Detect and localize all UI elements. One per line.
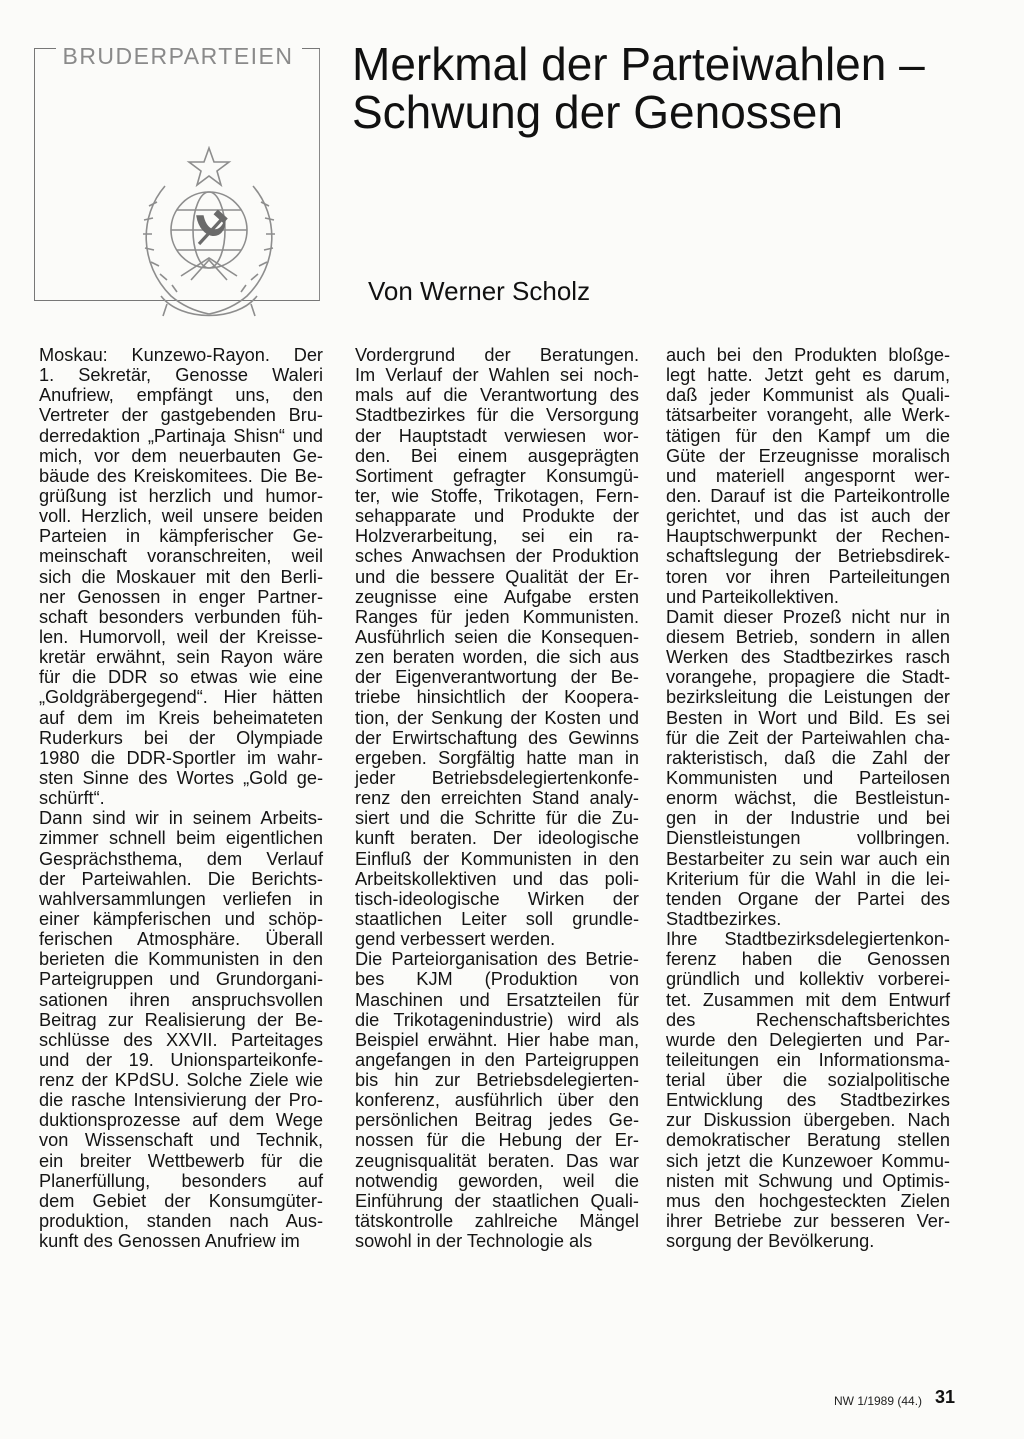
text-line: jeder Betriebsdelegiertenkonfe- [355, 767, 639, 788]
text-line: legt hatte. Jetzt geht es darum, [666, 365, 950, 386]
text-line: sten Sinne des Wortes „Gold ge- [39, 767, 323, 788]
text-line: staatlichen Leiter soll grundle- [355, 908, 639, 929]
text-line: Moskau: Kunzewo-Rayon. Der [39, 345, 323, 365]
text-line: toren vor ihren Parteileitungen [666, 566, 950, 587]
text-line: Besten in Wort und Bild. Es sei [666, 707, 950, 728]
text-line: len. Humorvoll, weil der Kreisse- [39, 626, 323, 647]
text-line: Anufriew, empfängt uns, den [39, 385, 323, 406]
text-line: Vertreter der gastgebenden Bru- [39, 405, 323, 426]
text-line: 1980 die DDR-Sportler im wahr- [39, 747, 323, 768]
text-line: Kommunisten und Parteilosen [666, 767, 950, 788]
text-line: tätskontrolle zahlreiche Mängel [355, 1211, 639, 1232]
text-line: terial über die sozialpolitische [666, 1070, 950, 1091]
text-line: der Erwirtschaftung des Gewinns [355, 727, 639, 748]
text-line: zeugnisqualität beraten. Das war [355, 1150, 639, 1171]
text-line: auch bei den Produkten bloßge- [666, 345, 950, 365]
text-line: Ausführlich seien die Konsequen- [355, 626, 639, 647]
text-line: schaft besonders verbunden füh- [39, 606, 323, 627]
text-line: gen in der Industrie und bei [666, 808, 950, 829]
text-line: zeugnisse eine Aufgabe ersten [355, 586, 639, 607]
text-line: Entwicklung des Stadtbezirkes [666, 1090, 950, 1111]
text-line: bis hin zur Betriebsdelegierten- [355, 1070, 639, 1091]
text-line: bäude des Kreiskomitees. Die Be- [39, 465, 323, 486]
text-line: Einfluß der Kommunisten in den [355, 848, 639, 869]
text-line: gend verbessert werden. [355, 929, 556, 950]
text-line: ein breiter Wettbewerb für die [39, 1150, 323, 1171]
text-line: mus den hochgesteckten Zielen [666, 1190, 950, 1211]
text-line: schürft“. [39, 788, 105, 809]
text-line: des Rechenschaftsberichtes [666, 1009, 950, 1030]
text-line: Planerfüllung, besonders auf [39, 1170, 323, 1191]
text-line: demokratischer Beratung stellen [666, 1130, 950, 1151]
text-line: der Parteiwahlen. Die Berichts- [39, 868, 323, 889]
article-title-line: Schwung der Genossen [352, 86, 843, 138]
text-line: Damit dieser Prozeß nicht nur in [666, 606, 950, 627]
text-line: und Parteikollektiven. [666, 586, 839, 607]
text-line: tätsarbeiter vorangeht, alle Werk- [666, 405, 950, 426]
text-line: wurde den Delegierten und Par- [666, 1029, 950, 1050]
text-column-2 [355, 345, 639, 1251]
text-line: Güte der Erzeugnisse moralisch [666, 445, 950, 466]
article-title [352, 40, 992, 136]
text-line: sehapparate und Produkte der [355, 506, 639, 527]
text-line: Hauptschwerpunkt der Rechen- [666, 526, 950, 547]
text-line: renz den erreichten Stand analy- [355, 788, 639, 809]
text-line: Werken des Stadtbezirkes rasch [666, 647, 950, 668]
text-line: mals auf die Verantwortung des [355, 385, 639, 406]
text-line: einer kämpferischen und schöp- [39, 908, 323, 929]
text-line: angefangen in den Parteigruppen [355, 1049, 639, 1070]
text-line: Parteigruppen und Grundorgani- [39, 969, 323, 990]
text-line: und die bessere Qualität der Er- [355, 566, 639, 587]
text-line: auf dem im Kreis beheimateten [39, 707, 323, 728]
text-line: zen beraten worden, die sich aus [355, 647, 639, 668]
text-line: Stadtbezirkes. [666, 908, 782, 929]
text-line: Holzverarbeitung, sei ein ra- [355, 526, 639, 547]
text-line: gründlich und kollektiv vorberei- [666, 969, 950, 990]
text-line: tet. Zusammen mit dem Entwurf [666, 989, 950, 1010]
text-line: Beitrag zur Realisierung der Be- [39, 1009, 323, 1030]
text-line: kretär erwähnt, sein Rayon wäre [39, 647, 323, 668]
text-line: Bestarbeiter zu sein war auch ein [666, 848, 950, 869]
text-line: Im Verlauf der Wahlen sei noch- [355, 365, 639, 386]
ussr-state-emblem-icon [121, 146, 297, 324]
text-line: die rasche Intensivierung der Pro- [39, 1090, 323, 1111]
text-line: Parteien in kämpferischer Ge- [39, 526, 323, 547]
text-line: der Eigenverantwortung der Be- [355, 667, 639, 688]
article-title-line: Merkmal der Parteiwahlen – [352, 38, 925, 90]
text-line: tion, der Senkung der Kosten und [355, 707, 639, 728]
text-line: ihrer Betriebe zur besseren Ver- [666, 1211, 950, 1232]
text-line: Maschinen und Ersatzteilen für [355, 989, 639, 1010]
text-line: vorangehe, propagiere die Stadt- [666, 667, 950, 688]
text-line: tenden Organe der Partei des [666, 888, 950, 909]
text-line: tisch-ideologische Wirken der [355, 888, 639, 909]
text-line: siert und die Schritte für die Zu- [355, 808, 639, 829]
author-byline: Von Werner Scholz [368, 276, 591, 306]
text-line: Die Parteiorganisation des Betrie- [355, 949, 639, 970]
text-line: Gesprächsthema, dem Verlauf [39, 848, 323, 869]
text-line: Ihre Stadtbezirksdelegiertenkon- [666, 929, 950, 950]
text-line: den. Darauf ist die Parteikontrolle [666, 485, 950, 506]
text-line: ferenz haben die Genossen [666, 949, 950, 970]
text-line: von Wissenschaft und Technik, [39, 1130, 323, 1151]
text-line: ferischen Atmosphäre. Überall [39, 929, 323, 950]
text-line: nisten mit Schwung und Optimis- [666, 1170, 950, 1191]
section-label: BRUDERPARTEIEN [56, 43, 300, 70]
page-number: 31 [935, 1387, 956, 1407]
text-line: renz der KPdSU. Solche Ziele wie [39, 1070, 323, 1091]
text-line: produktion, standen nach Aus- [39, 1211, 323, 1232]
text-line: Stadtbezirkes für die Versorgung [355, 405, 639, 426]
text-line: sches Anwachsen der Produktion [355, 546, 639, 567]
text-line: für die Zeit der Parteiwahlen cha- [666, 727, 950, 748]
text-line: Einführung der staatlichen Quali- [355, 1190, 639, 1211]
text-line: Kriterium für die Wahl in die lei- [666, 868, 950, 889]
text-line: für die DDR so etwas wie eine [39, 667, 323, 688]
text-line: sationen ihren anspruchsvollen [39, 989, 323, 1010]
text-line: sowohl in der Technologie als [355, 1231, 593, 1252]
text-line: teileitungen ein Informationsma- [666, 1049, 950, 1070]
text-line: der Hauptstadt verwiesen wor- [355, 425, 639, 446]
text-line: schaftslegung der Betriebsdirek- [666, 546, 950, 567]
text-line: kunft des Genossen Anufriew im [39, 1231, 300, 1252]
text-line: Vordergrund der Beratungen. [355, 345, 639, 365]
text-line: persönlichen Beitrag jedes Ge- [355, 1110, 639, 1131]
text-line: rakteristisch, daß die Zahl der [666, 747, 950, 768]
text-line: ter, wie Stoffe, Trikotagen, Fern- [355, 485, 639, 506]
text-line: berieten die Kommunisten in den [39, 949, 323, 970]
text-line: dem Gebiet der Konsumgüter- [39, 1190, 323, 1211]
text-line: gerichtet, und das ist auch der [666, 506, 950, 527]
text-line: Ranges für jeden Kommunisten. [355, 606, 639, 627]
text-line: kunft beraten. Der ideologische [355, 828, 639, 849]
text-line: den. Bei einem ausgeprägten [355, 445, 639, 466]
text-line: enorm wächst, die Bestleistun- [666, 788, 950, 809]
text-line: Dienstleistungen vollbringen. [666, 828, 950, 849]
text-line: tätigen für den Kampf um die [666, 425, 950, 446]
text-line: notwendig geworden, weil die [355, 1170, 639, 1191]
text-line: „Goldgräbergegend“. Hier hätten [39, 687, 323, 708]
text-line: Arbeitskollektiven und das poli- [355, 868, 639, 889]
text-line: und der 19. Unionsparteikonfe- [39, 1049, 323, 1070]
text-line: diesem Betrieb, sondern in allen [666, 626, 950, 647]
text-line: wahlversammlungen verliefen in [39, 888, 323, 909]
text-line: Sortiment gefragter Konsumgü- [355, 465, 639, 486]
text-line: Dann sind wir in seinem Arbeits- [39, 808, 323, 829]
text-column-1 [39, 345, 323, 1251]
section-emblem-box [34, 48, 320, 301]
text-line: triebe hinsichtlich der Koopera- [355, 687, 639, 708]
text-line: sich die Moskauer mit den Berli- [39, 566, 323, 587]
text-line: ergeben. Sorgfältig hatte man in [355, 747, 639, 768]
text-line: sorgung der Bevölkerung. [666, 1231, 875, 1252]
text-line: Beispiel erwähnt. Hier habe man, [355, 1029, 639, 1050]
text-line: zur Diskussion übergeben. Nach [666, 1110, 950, 1131]
text-line: sich jetzt die Kunzewoer Kommu- [666, 1150, 950, 1171]
text-line: 1. Sekretär, Genosse Waleri [39, 365, 323, 386]
text-line: daß jeder Kommunist als Quali- [666, 385, 950, 406]
text-line: ner Genossen in enger Partner- [39, 586, 323, 607]
text-line: meinschaft voranschreiten, weil [39, 546, 323, 567]
text-line: bes KJM (Produktion von [355, 969, 639, 990]
text-line: und materiell angespornt wer- [666, 465, 950, 486]
issue-reference: NW 1/1989 (44.) [834, 1394, 923, 1408]
text-line: duktionsprozesse auf dem Wege [39, 1110, 323, 1131]
text-line: voll. Herzlich, weil unsere beiden [39, 506, 323, 527]
text-line: nossen für die Hebung der Er- [355, 1130, 639, 1151]
text-line: bezirksleitung die Leistungen der [666, 687, 950, 708]
text-line: schlüsse des XXVII. Parteitages [39, 1029, 323, 1050]
text-line: konferenz, ausführlich über den [355, 1090, 639, 1111]
text-line: die Trikotagenindustrie) wird als [355, 1009, 639, 1030]
text-line: Ruderkurs bei der Olympiade [39, 727, 323, 748]
text-line: mich, vor dem neuerbauten Ge- [39, 445, 323, 466]
text-line: grüßung ist herzlich und humor- [39, 485, 323, 506]
text-line: zimmer schnell beim eigentlichen [39, 828, 323, 849]
text-line: derredaktion „Partinaja Shisn“ und [39, 425, 323, 446]
text-column-3 [666, 345, 950, 1251]
